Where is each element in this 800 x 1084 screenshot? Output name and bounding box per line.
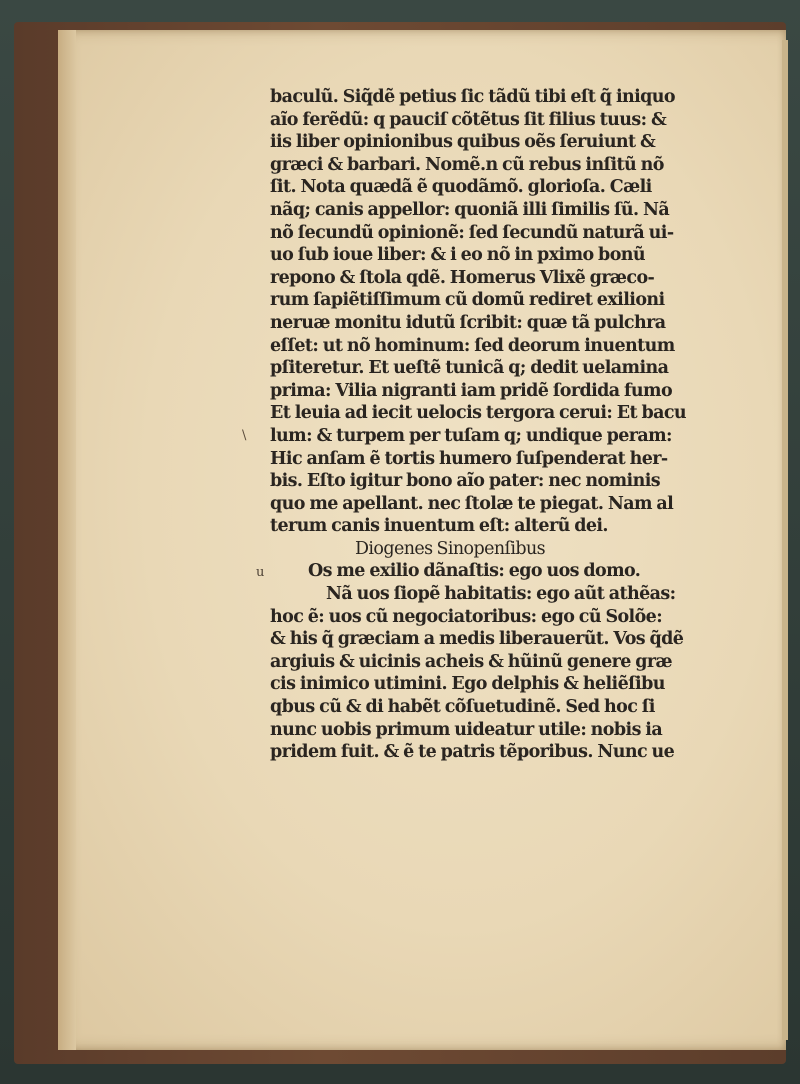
- text-line: baculũ. Siq̃dẽ petius ſic tãdũ tibi eſt q̃ iniquo: [270, 87, 675, 107]
- text-line: prima: Vilia nigranti iam pridẽ ſordida fumo: [270, 380, 673, 401]
- text-line: nãq; canis appellor: quoniã illi ſimilis ſũ. Nã: [270, 199, 670, 220]
- text-line: qbus cũ & di habẽt cõſuetudinẽ. Sed hoc ſi: [270, 697, 655, 718]
- margin-mark: \: [242, 428, 247, 443]
- text-line: pridem fuit. & ẽ te patris tẽporibus. Nunc ue: [270, 742, 675, 763]
- letter-heading: Diogenes Sinopenſibus: [355, 538, 546, 559]
- text-line: terum canis inuentum eſt: alterũ dei.: [270, 516, 608, 537]
- text-line: neruæ monitu idutũ ſcribit: quæ tã pulchra: [270, 312, 666, 333]
- text-line: nunc uobis primum uideatur utile: nobis ia: [270, 719, 663, 740]
- guide-letter: u: [256, 565, 264, 581]
- text-line: Hic anſam ẽ tortis humero ſuſpenderat her-: [270, 448, 668, 469]
- text-line: repono & ſtola qdẽ. Homerus Vlixẽ græco-: [270, 267, 655, 288]
- text-line: iis liber opinionibus quibus oẽs ſeruiunt &: [270, 132, 656, 153]
- text-line: uo ſub ioue liber: & i eo nõ in pximo bonũ: [270, 245, 646, 266]
- text-block: [256, 86, 690, 764]
- text-line: & his q̃ græciam a medis liberauerũt. Vos q̃dẽ: [270, 629, 684, 650]
- page-fore-edge: [782, 40, 788, 1040]
- text-line: rum ſapiẽtiſſimum cũ domũ rediret exilioni: [270, 290, 665, 311]
- text-line: bis. Eſto igitur bono aĩo pater: nec nominis: [270, 471, 660, 492]
- text-line: ſit. Nota quædã ẽ quodãmõ. glorioſa. Cæli: [270, 177, 652, 198]
- text-line-initial: [256, 560, 690, 583]
- text-line: pſiteretur. Et ueſtẽ tunicã q; dedit uelamina: [270, 358, 669, 379]
- text-line: nõ ſecundũ opinionẽ: ſed ſecundũ naturã ui-: [270, 222, 674, 243]
- page-gutter: [58, 30, 76, 1050]
- text-line: cis inimico utimini. Ego delphis & heliẽſibu: [270, 674, 665, 695]
- text-line: argiuis & uicinis acheis & hũinũ genere græ: [270, 651, 673, 672]
- text-line: hoc ẽ: uos cũ negociatoribus: ego cũ Solõe:: [270, 606, 663, 627]
- text-line: eſſet: ut nõ hominum: ſed deorum inuentum: [270, 335, 675, 356]
- text-line: græci & barbari. Nomẽ.n cũ rebus inſitũ nõ: [270, 154, 664, 175]
- text-line: Os me exilio dãnaſtis: ego uos domo.: [308, 561, 641, 582]
- text-line: lum: & turpem per tuſam q; undique peram:: [270, 425, 672, 446]
- text-line: Et leuia ad iecit uelocis tergora cerui: Et bacu: [270, 403, 687, 424]
- text-line: aĩo ferẽdũ: q pauciſ cõtẽtus ſit filius tuus: &: [270, 109, 667, 130]
- text-line: quo me apellant. nec ſtolæ te piegat. Nam al: [270, 493, 674, 514]
- text-line: Nã uos ſiopẽ habitatis: ego aũt athẽas:: [326, 584, 676, 605]
